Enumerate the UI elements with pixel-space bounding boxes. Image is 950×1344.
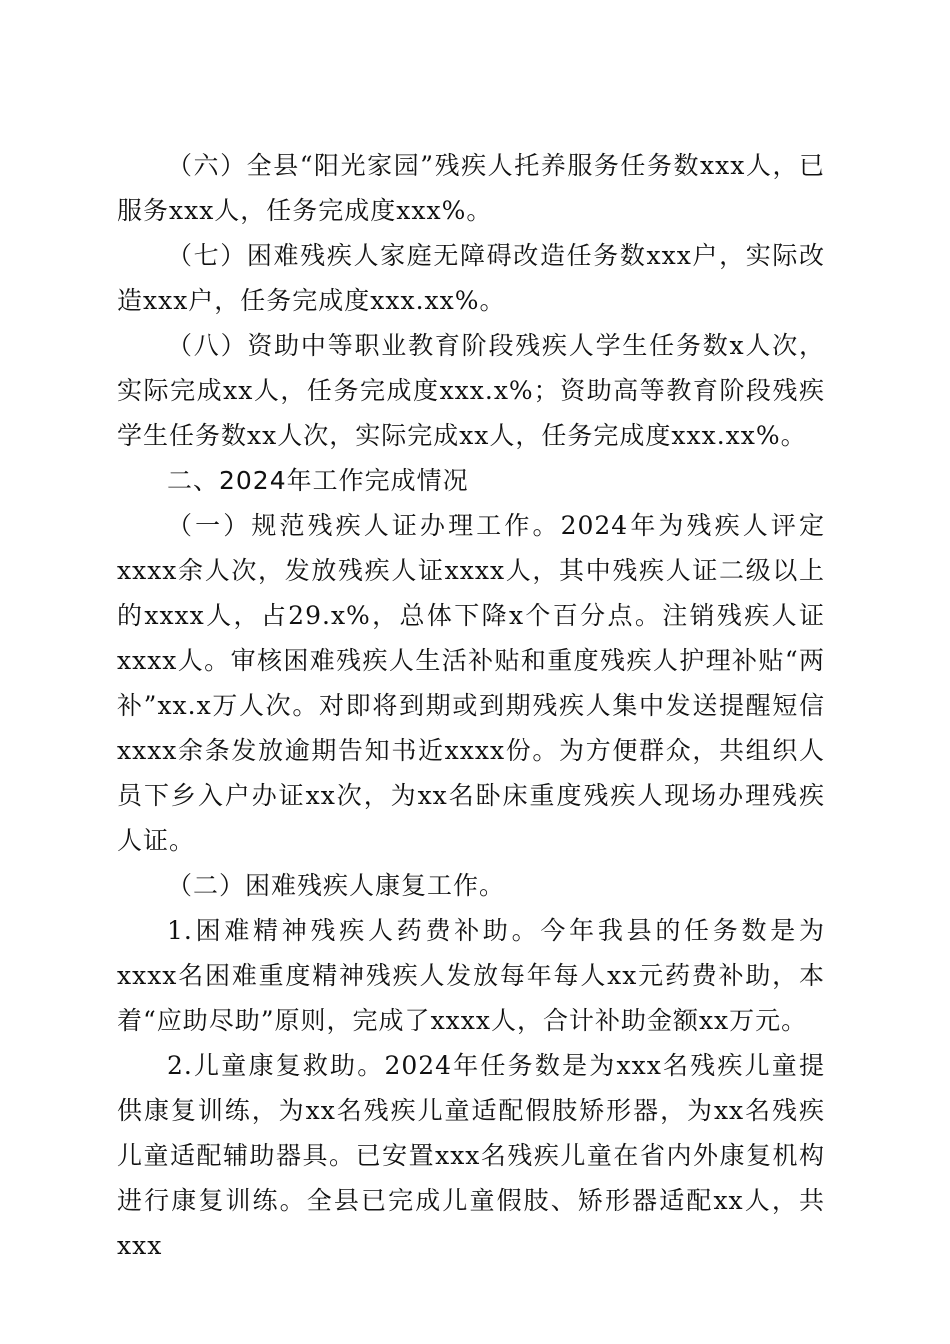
paragraph-medicine-subsidy: 1.困难精神残疾人药费补助。今年我县的任务数是为xxxx名困难重度精神残疾人发放每年每人xx元药费补助，本着“应助尽助”原则，完成了xxxx人，合计补助金额xx万元。 <box>117 916 825 1035</box>
paragraph-child-rehab: 2.儿童康复救助。2024年任务数是为xxx名残疾儿童提供康复训练，为xx名残疾儿童适配假肢矫形器，为xx名残疾儿童适配辅助器具。已安置xxx名残疾儿童在省内外康复机构进行康复训练。全县已完成儿童假肢、矫形器适配xx人，共xxx <box>117 1051 825 1260</box>
paragraph-item-7: （七）困难残疾人家庭无障碍改造任务数xxx户，实际改造xxx户，任务完成度xxx.xx%。 <box>117 241 825 315</box>
section-heading: 二、2024年工作完成情况 <box>167 466 469 495</box>
paragraph-certificate-work: （一）规范残疾人证办理工作。2024年为残疾人评定xxxx余人次，发放残疾人证xxxx人，其中残疾人证二级以上的xxxx人，占29.x%，总体下降x个百分点。注销残疾人证xxxx人。审核困难残疾人生活补贴和重度残疾人护理补贴“两补”xx.x万人次。对即将到期或到期残疾人集中发送提醒短信xxxx余条发放逾期告知书近xxxx份。为方便群众，共组织人员下乡入户办证xx次，为xx名卧床重度残疾人现场办理残疾人证。 <box>117 511 825 855</box>
paragraph-item-8: （八）资助中等职业教育阶段残疾人学生任务数x人次，实际完成xx人，任务完成度xxx.x%；资助高等教育阶段残疾学生任务数xx人次，实际完成xx人，任务完成度xxx.xx%。 <box>117 331 825 450</box>
paragraph-rehab-heading: （二）困难残疾人康复工作。 <box>167 871 506 900</box>
document-body <box>117 143 825 1268</box>
paragraph-item-6: （六）全县“阳光家园”残疾人托养服务任务数xxx人，已服务xxx人，任务完成度xxx%。 <box>117 151 825 225</box>
